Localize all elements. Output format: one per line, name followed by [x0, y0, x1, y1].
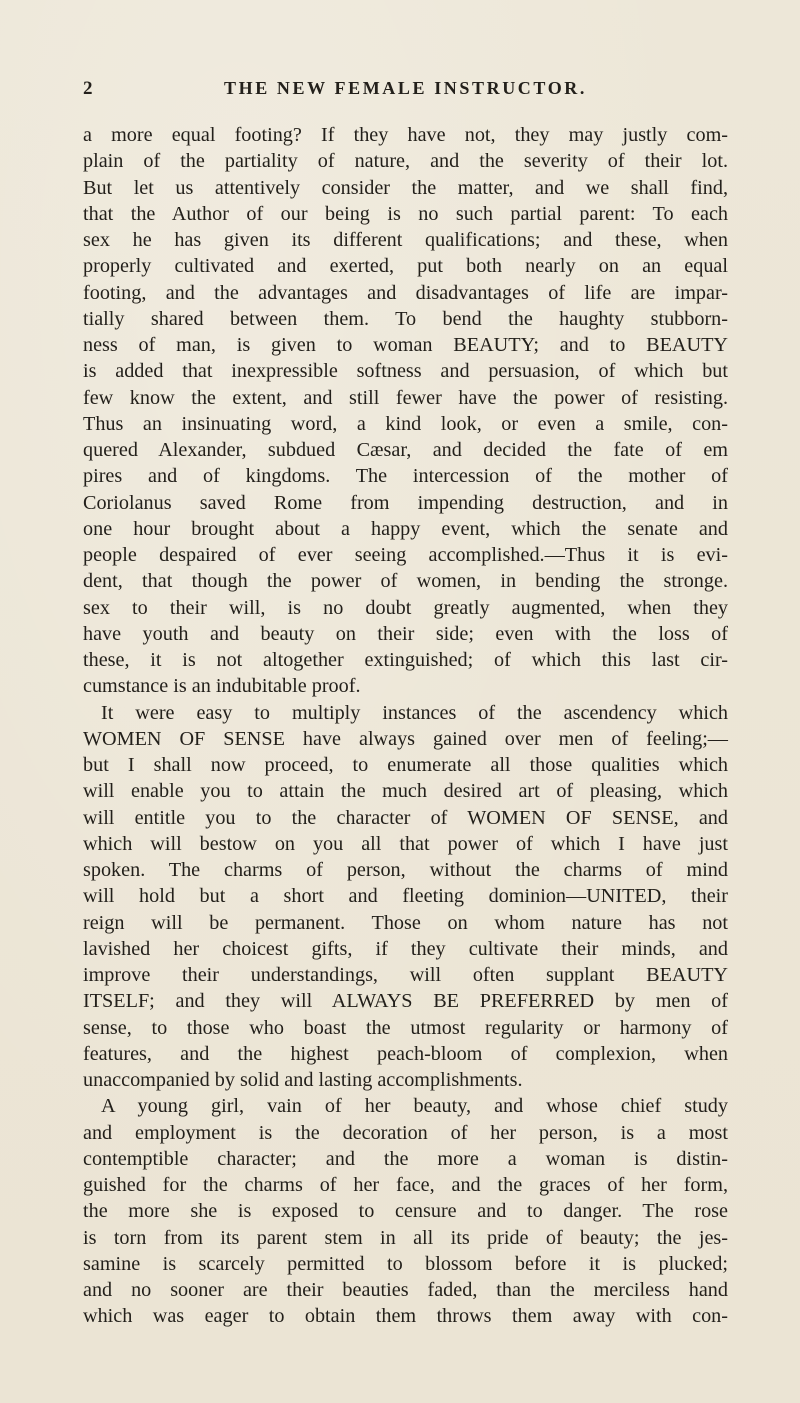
text-line: the more she is exposed to censure and to danger. The rose	[83, 1200, 728, 1223]
text-line: footing, and the advantages and disadvantages of life are impar-	[83, 281, 728, 304]
text-line: people despaired of ever seeing accomplished.—Thus it is evi-	[83, 544, 728, 566]
text-line: contemptible character; and the more a woman is distin-	[83, 1147, 728, 1170]
text-line: sex he has given its different qualifications; and these, when	[83, 229, 728, 251]
text-line: pires and of kingdoms. The intercession of the mother of	[83, 465, 728, 488]
text-line: unaccompanied by solid and lasting accomplishments.	[83, 1069, 523, 1091]
text-line: ness of man, is given to woman BEAUTY; and to BEAUTY	[83, 334, 728, 356]
text-line: dent, that though the power of women, in bending the stronge.	[83, 570, 728, 593]
text-line: which will bestow on you all that power of which I have just	[83, 832, 728, 855]
text-line: improve their understandings, will often supplant BEAUTY	[83, 964, 728, 986]
text-line: lavished her choicest gifts, if they cultivate their minds, and	[83, 937, 728, 960]
text-line: one hour brought about a happy event, which the senate and	[83, 517, 728, 540]
text-line: cumstance is an indubitable proof.	[83, 675, 361, 698]
text-line: sex to their will, is no doubt greatly augmented, when they	[83, 596, 728, 619]
text-line: quered Alexander, subdued Cæsar, and decided the fate of em	[83, 439, 728, 461]
text-line: is added that inexpressible softness and persuasion, of which but	[83, 360, 728, 383]
text-line: sense, to those who boast the utmost regularity or harmony of	[83, 1016, 728, 1039]
text-line: A young girl, vain of her beauty, and whose chief study	[101, 1095, 728, 1118]
text-line: few know the extent, and still fewer have the power of resisting.	[83, 386, 728, 409]
text-line: ITSELF; and they will ALWAYS BE PREFERRED by men of	[83, 990, 728, 1013]
text-line: plain of the partiality of nature, and the severity of their lot.	[83, 150, 728, 173]
running-head	[83, 78, 728, 112]
text-line: features, and the highest peach-bloom of complexion, when	[83, 1042, 728, 1065]
text-line: will enable you to attain the much desired art of pleasing, which	[83, 780, 728, 803]
text-line: but I shall now proceed, to enumerate all those qualities which	[83, 754, 728, 776]
text-line: and no sooner are their beauties faded, than the merciless hand	[83, 1279, 728, 1301]
text-line: a more equal footing? If they have not, they may justly com-	[83, 124, 728, 146]
text-line: But let us attentively consider the matter, and we shall find,	[83, 176, 728, 199]
page-number: 2	[83, 78, 94, 99]
text-line: that the Author of our being is no such partial parent: To each	[83, 202, 728, 225]
text-line: spoken. The charms of person, without the charms of mind	[83, 859, 728, 881]
text-line: will entitle you to the character of WOMEN OF SENSE, and	[83, 806, 728, 829]
text-line: is torn from its parent stem in all its pride of beauty; the jes-	[83, 1226, 728, 1249]
text-line: will hold but a short and fleeting dominion—UNITED, their	[83, 885, 728, 908]
text-line: have youth and beauty on their side; even with the loss of	[83, 622, 728, 645]
text-line: which was eager to obtain them throws them away with con-	[83, 1305, 728, 1328]
text-line: reign will be permanent. Those on whom nature has not	[83, 911, 728, 934]
text-line: properly cultivated and exerted, put both nearly on an equal	[83, 255, 728, 278]
text-line: It were easy to multiply instances of the ascendency which	[101, 701, 728, 724]
text-line: Thus an insinuating word, a kind look, or even a smile, con-	[83, 412, 728, 435]
text-line: tially shared between them. To bend the haughty stubborn-	[83, 307, 728, 330]
running-title: THE NEW FEMALE INSTRUCTOR.	[224, 78, 587, 98]
text-line: Coriolanus saved Rome from impending destruction, and in	[83, 491, 728, 514]
text-line: and employment is the decoration of her person, is a most	[83, 1121, 728, 1144]
body-text	[83, 122, 728, 1330]
text-line: these, it is not altogether extinguished; of which this last cir-	[83, 649, 728, 671]
text-line: WOMEN OF SENSE have always gained over men of feeling;—	[83, 727, 728, 750]
text-line: guished for the charms of her face, and the graces of her form,	[83, 1174, 728, 1196]
text-line: samine is scarcely permitted to blossom before it is plucked;	[83, 1252, 728, 1275]
